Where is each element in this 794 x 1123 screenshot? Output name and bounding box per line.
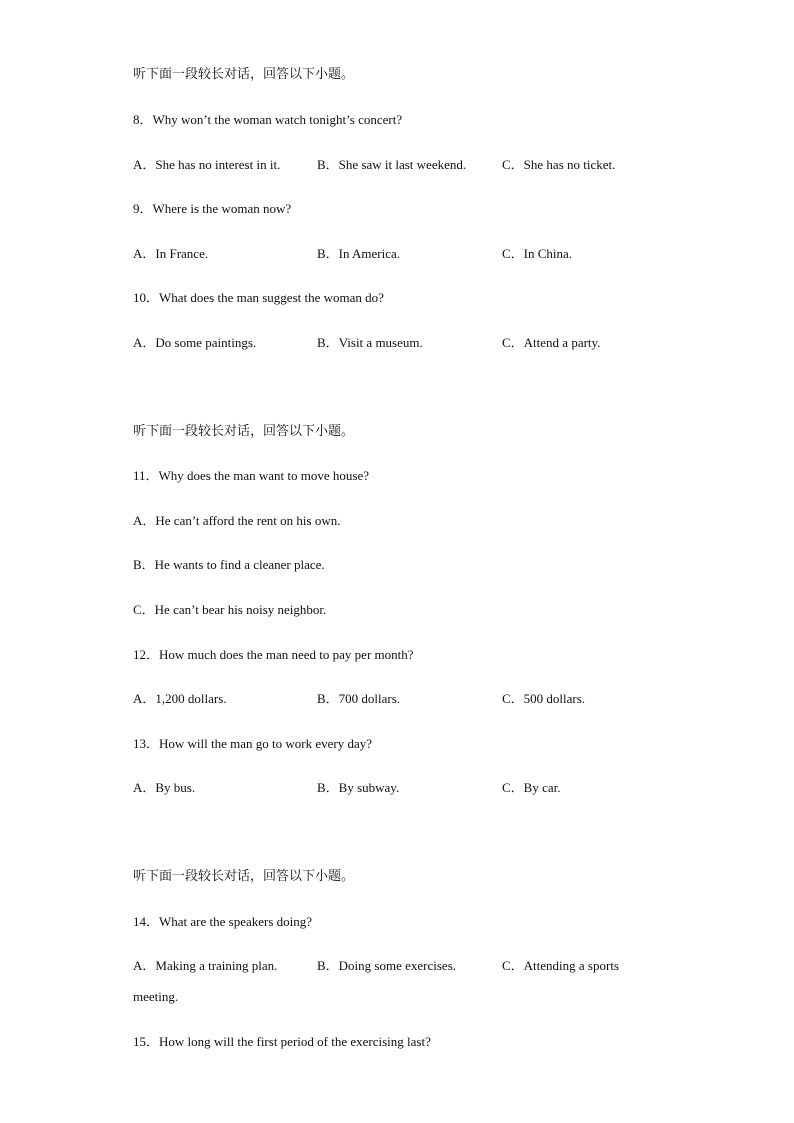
question-stem: 14．What are the speakers doing? [133,914,313,929]
option-c-continuation: meeting. [133,989,179,1004]
option-b: B．Doing some exercises. [317,958,457,973]
option-b: B．700 dollars. [317,691,401,706]
section-heading: 听下面一段较长对话，回答以下小题。 [133,424,355,439]
option-c: C．Attend a party. [502,335,601,350]
option-c: C．In China. [502,246,573,261]
question-stem: 8．Why won’t the woman watch tonight’s concert? [133,112,403,127]
question-stem: 10．What does the man suggest the woman do? [133,290,384,305]
option-a: A．Making a training plan. [133,958,278,973]
option-a: A．She has no interest in it. [133,157,281,172]
question-stem: 13．How will the man go to work every day? [133,736,373,751]
option-c: C．500 dollars. [502,691,586,706]
option-a: A．1,200 dollars. [133,691,227,706]
option-a: A．Do some paintings. [133,335,257,350]
question-stem: 15．How long will the first period of the exercising last? [133,1034,431,1049]
option-b: B．Visit a museum. [317,335,423,350]
option-a: A．By bus. [133,780,196,795]
option-c: C．He can’t bear his noisy neighbor. [133,602,327,617]
option-c: C．She has no ticket. [502,157,616,172]
option-c: C．By car. [502,780,561,795]
option-b: B．By subway. [317,780,400,795]
option-b: B．He wants to find a cleaner place. [133,557,325,572]
question-stem: 11．Why does the man want to move house? [133,468,369,483]
option-b: B．In America. [317,246,401,261]
section-heading: 听下面一段较长对话，回答以下小题。 [133,67,355,82]
option-b: B．She saw it last weekend. [317,157,467,172]
section-heading: 听下面一段较长对话，回答以下小题。 [133,869,355,884]
question-stem: 12．How much does the man need to pay per month? [133,647,414,662]
option-c: C．Attending a sports [502,958,619,973]
option-a: A．In France. [133,246,209,261]
option-a: A．He can’t afford the rent on his own. [133,513,341,528]
question-stem: 9．Where is the woman now? [133,201,292,216]
